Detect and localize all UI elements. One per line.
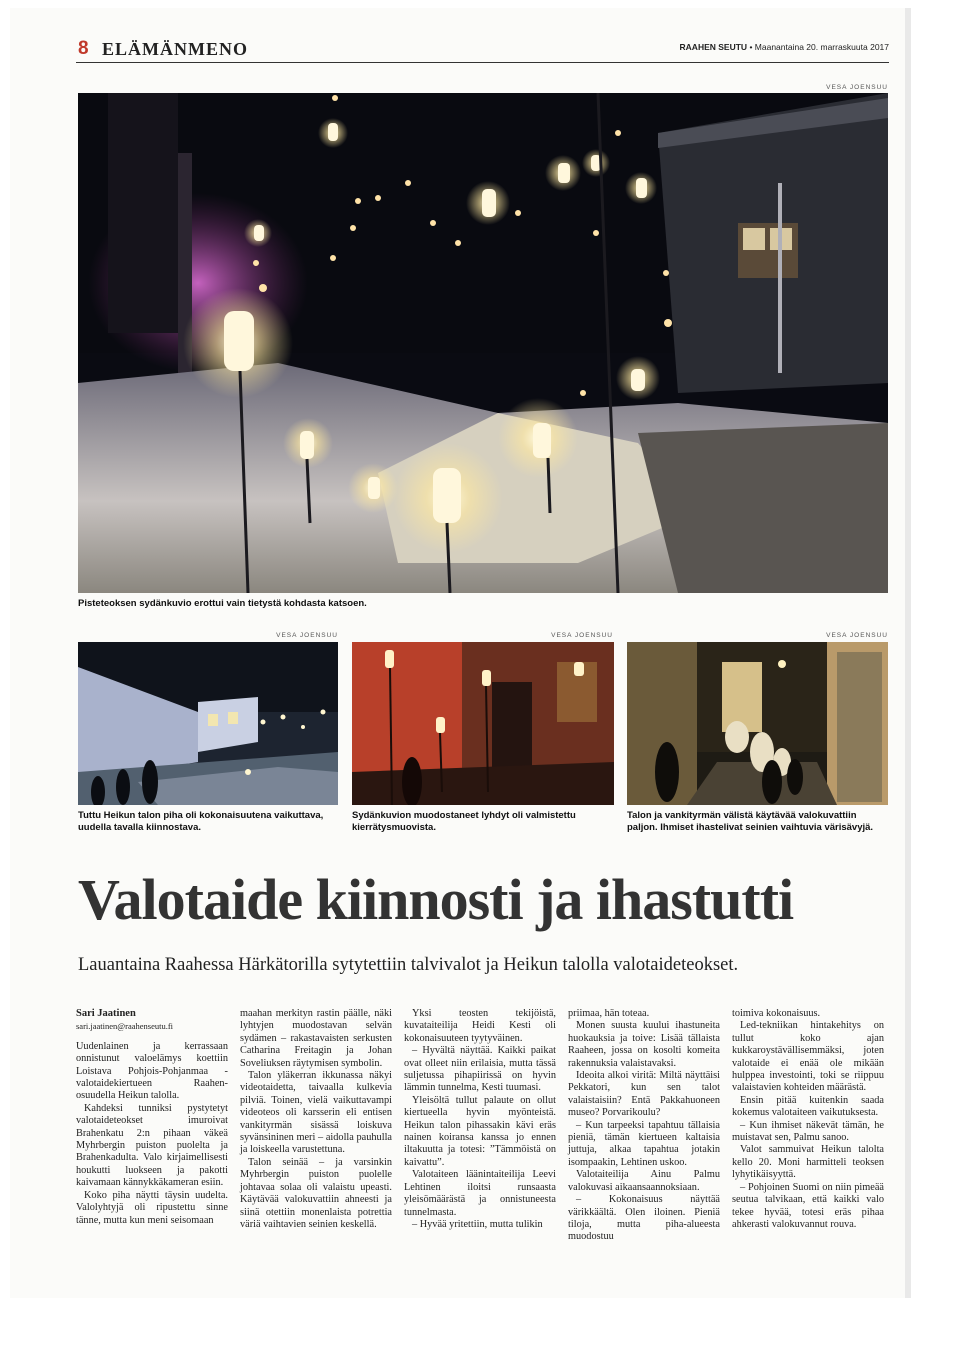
yard-photo	[78, 642, 338, 805]
lanterns-photo	[352, 642, 614, 805]
paragraph: Ideoita alkoi viritä: Miltä näyttäisi Pekkatori, kun sen talot valaistaisiin? Entä Pakkahuoneen museo? Porvarikoulu?	[568, 1070, 720, 1119]
main-photo	[78, 93, 888, 593]
issue-date: Maanantaina 20. marraskuuta 2017	[754, 42, 889, 52]
page-number: 8	[78, 38, 89, 59]
paragraph: Yksi teosten tekijöistä, kuvataiteilija Heidi Kesti oli kokonaisuuteen tyytyväinen.	[404, 1008, 556, 1044]
passage-photo-image	[627, 642, 888, 805]
photo-credit: VESA JOENSUU	[551, 632, 613, 639]
paragraph: Ensin pitää kuitenkin saada kokemus valotaiteen vaikutuksesta.	[732, 1094, 884, 1119]
headline: Valotaide kiinnosti ja ihastutti	[78, 867, 794, 932]
paragraph: priimaa, hän toteaa.	[568, 1008, 650, 1019]
paragraph: – Pohjoinen Suomi on niin pimeää seutua talvikaan, että kaikki valo tekee hyvää, totesi eräs pihaa ahkerasti valokuvannut rouva.	[732, 1181, 884, 1230]
paragraph: toimiva kokonaisuus.	[732, 1008, 821, 1019]
paragraph: – Kokonaisuus näyttää värikkäältä. Olen iloinen. Pieniä tiloja, mutta piha-alueesta muodostuu	[568, 1194, 720, 1243]
lanterns-photo-image	[352, 642, 614, 805]
header-rule	[76, 62, 889, 63]
paragraph: – Kun tarpeeksi tapahtuu tällaisia pieniä, tämän kiertueen kaltaisia juttuja, alkaa tapahtua jotakin isompaakin, Lehtinen uskoo.	[568, 1119, 720, 1168]
main-photo-image	[78, 93, 888, 593]
paragraph: Kahdeksi tunniksi pystytetyt valotaideteokset imuroivat Brahenkatu 2:n pihaan väkeä Myhrbergin puiston puolelta ja Brahenkadulta. Valo kirjaimellisesti houkutti luokseen ja pakotti kaivamaan kännykkäkameran esiin.	[76, 1102, 228, 1189]
article-column-2	[240, 1008, 392, 1231]
yard-photo-image	[78, 642, 338, 805]
article-column-5	[732, 1008, 884, 1231]
main-photo-caption: Pisteteoksen sydänkuvio erottui vain tietystä kohdasta katsoen.	[78, 598, 367, 609]
paragraph: Valot sammuivat Heikun talolta kello 20. Moni harmitteli teoksen lyhytikäisyyttä.	[732, 1144, 884, 1181]
paper-name: RAAHEN SEUTU	[679, 42, 748, 52]
masthead	[680, 42, 889, 52]
article-body	[76, 1008, 888, 1243]
article-column-4	[568, 1008, 720, 1244]
masthead-separator: •	[749, 42, 753, 52]
paragraph: Uudenlainen ja kerrassaan onnistunut valoelämys koettiin Loistava Pohjois-Pohjanmaa -valotaidekiertueen Raahen-osuudella Heikun talolla.	[76, 1040, 228, 1102]
paragraph: Led-tekniikan hintakehitys on tullut koko ajan kukkaroystävällisemmäksi, joten valotaide ei enää ole mikään hulppea investointi, toki se riippuu valaistavien kohteiden määrästä.	[732, 1020, 884, 1094]
paragraph: Yleisöltä tullut palaute on ollut kiertueella hyvin myönteistä. Heikun talon pihassakin kävi eräs nainen koiransa kanssa jo ennen iltakuutta ja totesi: ”Tämmöistä on kaivattu”.	[404, 1094, 556, 1168]
passage-photo-caption: Talon ja vankityrmän välistä käytävää valokuvattiin paljon. Ihmiset ihastelivat seinien vaihtuvia värisävyjä.	[627, 810, 874, 833]
article-column-3	[404, 1008, 556, 1231]
paragraph: – Kun ihmiset näkevät tämän, he muistavat sen, Palmu sanoo.	[732, 1119, 884, 1144]
yard-photo-caption: Tuttu Heikun talon piha oli kokonaisuutena vaikuttava, uudella tavalla kiinnostava.	[78, 810, 324, 833]
passage-photo	[627, 642, 888, 805]
paragraph: maahan merkityn rastin päälle, näki lyhtyjen muodostavan selvän sydämen – rakastavaisten serkusten Catharina Freitagin ja Johan Soveliuksen räytymisen symbolin.	[240, 1008, 392, 1069]
paragraph: – Hyvältä näyttää. Kaikki paikat ovat olleet niin erilaisia, mutta tässä suljetussa pihapiirissä on hyvin lämmin tunnelma, Kesti tuumasi.	[404, 1045, 556, 1094]
byline: Sari Jaatinen	[76, 1008, 136, 1019]
deck: Lauantaina Raahessa Härkätorilla sytytettiin talvivalot ja Heikun talolla valotaideteokset.	[78, 955, 739, 975]
paragraph: – Hyvää yritettiin, mutta tulikin	[412, 1218, 543, 1230]
paragraph: Koko piha näytti täysin uudelta. Valolyhtyjä oli ripustettu sinne tänne, mutta kun meni seisomaan	[76, 1189, 228, 1226]
section-title: ELÄMÄNMENO	[102, 39, 248, 59]
author-email: sari.jaatinen@raahenseutu.fi	[76, 1021, 174, 1032]
photo-credit: VESA JOENSUU	[826, 84, 888, 91]
paragraph: Valotaiteen läänintaiteilija Leevi Lehtinen iloitsi runsaasta yleisömäärästä ja onnistuneesta tunnelmasta.	[404, 1169, 556, 1218]
paragraph: Monen suusta kuului ihastuneita huokauksia ja toive: Lisää tällaista Raaheen, jossa on kosolti komeita rakennuksia valaistavaksi.	[568, 1020, 720, 1069]
lanterns-photo-caption: Sydänkuvion muodostaneet lyhdyt oli valmistettu kierrätysmuovista.	[352, 810, 576, 833]
article-column-1	[76, 1008, 228, 1227]
photo-credit: VESA JOENSUU	[826, 632, 888, 639]
paragraph: Talon yläkerran ikkunassa näkyi videotaidetta, taivaalla kulkevia pilviä. Toinen, vielä vaikuttavampi videoteos oli karsserin eli entisen vankityrmän sisässä loiskuva syvänsininen meri – aidolla pauhulla ja loiskeella varustettuna.	[240, 1070, 392, 1156]
photo-credit: VESA JOENSUU	[276, 632, 338, 639]
paragraph: Valotaiteilija Ainu Palmu valokuvasi aikaansaannoksiaan.	[568, 1169, 720, 1193]
paragraph: Talon seinää – ja varsinkin Myhrbergin puiston puolelle johtavaa solaa oli valaistu upeasti. Käytävää valokuvattiin ahneesti ja siinä otettiin monenlaista potrettia väriä vaihtavien seinien keskellä.	[240, 1156, 392, 1230]
